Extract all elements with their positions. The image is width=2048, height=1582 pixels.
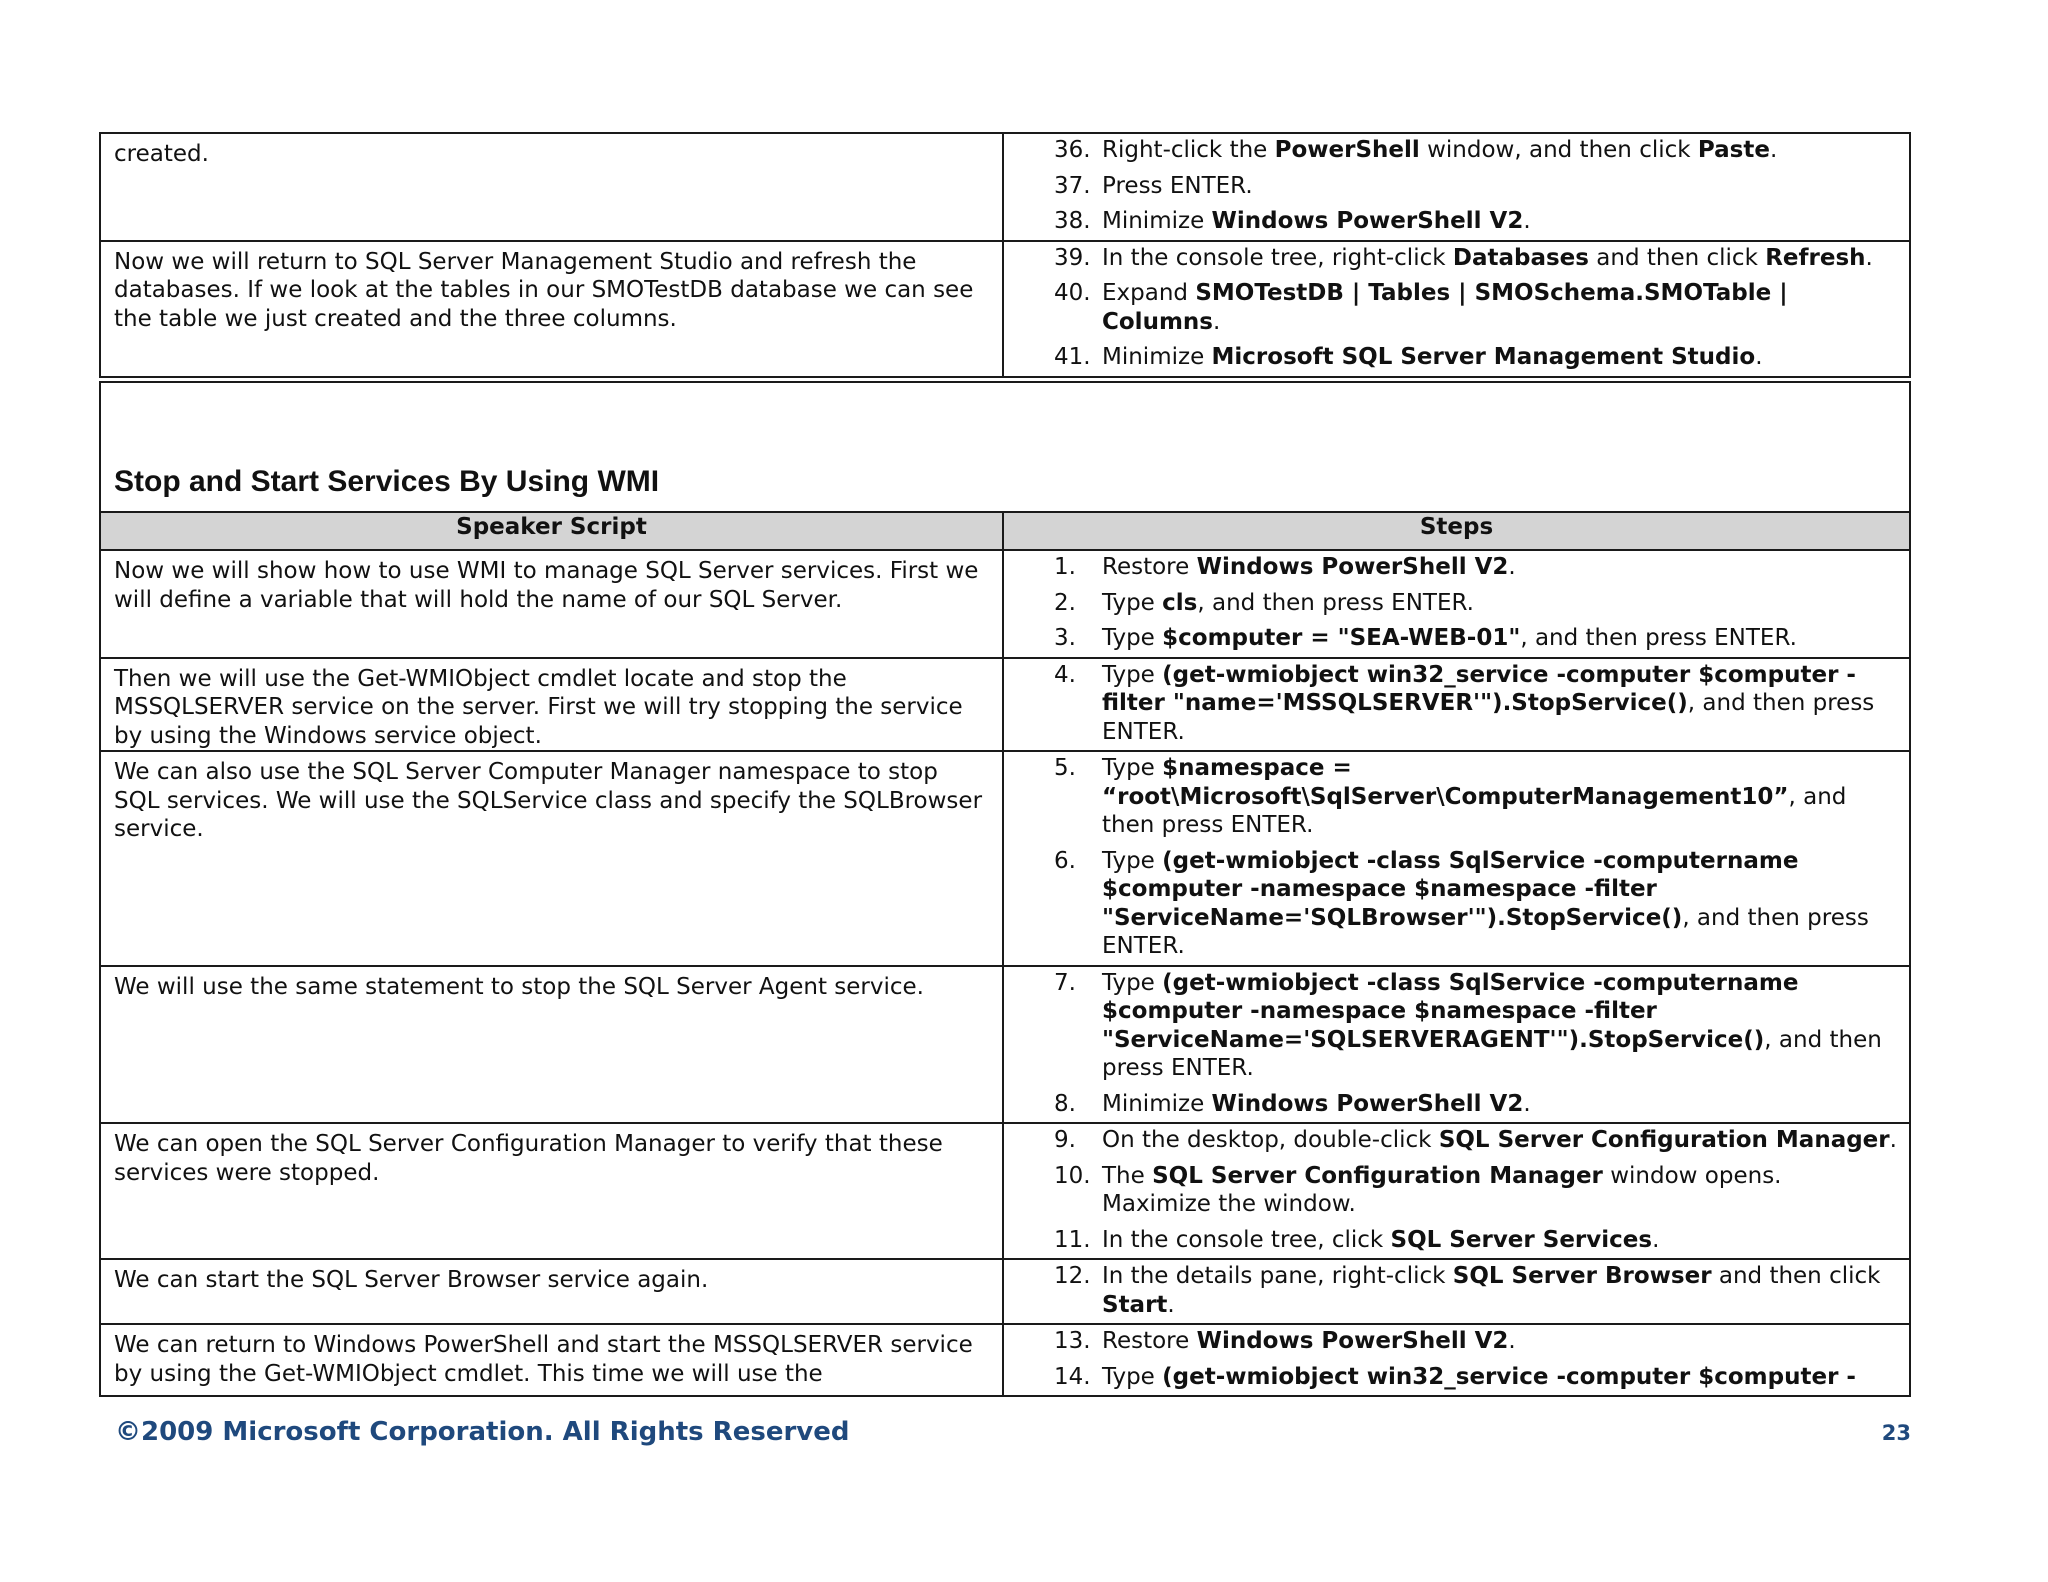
step-list bbox=[1004, 553, 1897, 653]
step-emphasis: SMOTestDB | Tables | SMOSchema.SMOTable | Columns bbox=[1102, 280, 1788, 335]
step-emphasis: SQL Server Services bbox=[1390, 1226, 1653, 1253]
step-text: . bbox=[1769, 137, 1778, 163]
steps-cell bbox=[1003, 1259, 1910, 1324]
step-emphasis: (get-wmiobject win32_service -computer $computer -filter "name='MSSQLSERVER'").StopService() bbox=[1102, 661, 1856, 716]
step-number: 37. bbox=[1054, 172, 1091, 199]
step-number: 6. bbox=[1054, 847, 1076, 874]
speaker-script-cell: We will use the same statement to stop the SQL Server Agent service. bbox=[100, 966, 1003, 1124]
step-item bbox=[1004, 754, 1897, 840]
steps-cell bbox=[1003, 1324, 1910, 1396]
step-emphasis: Databases bbox=[1452, 244, 1589, 271]
step-text: . bbox=[1167, 1291, 1175, 1318]
step-item bbox=[1004, 661, 1897, 747]
step-list bbox=[1004, 1327, 1897, 1391]
step-number: 39. bbox=[1054, 244, 1091, 271]
step-text: , and then press ENTER. bbox=[1102, 690, 1875, 745]
speaker-script-cell: We can also use the SQL Server Computer Manager namespace to stop SQL services. We will use the SQLService class and specify the SQLBrowser service. bbox=[100, 751, 1003, 966]
step-text: window opens. Maximize the window. bbox=[1102, 1162, 1782, 1217]
speaker-script-cell: We can return to Windows PowerShell and start the MSSQLSERVER service by using the Get-WMIObject cmdlet. This time we will use the bbox=[100, 1324, 1003, 1396]
step-text: The bbox=[1102, 1162, 1153, 1189]
step-text: Restore bbox=[1102, 1328, 1197, 1354]
step-number: 2. bbox=[1054, 589, 1076, 616]
step-text: Type bbox=[1102, 1363, 1163, 1390]
step-number: 4. bbox=[1054, 661, 1076, 688]
step-item bbox=[1004, 1162, 1897, 1219]
speaker-script-cell: Now we will return to SQL Server Management Studio and refresh the databases. If we look at the tables in our SMOTestDB database we can see the table we just created and the three columns. bbox=[100, 241, 1003, 377]
step-emphasis: Paste bbox=[1697, 137, 1770, 163]
steps-cell bbox=[1003, 751, 1910, 966]
step-number: 3. bbox=[1054, 625, 1076, 651]
steps-cell bbox=[1003, 133, 1910, 241]
steps-cell bbox=[1003, 658, 1910, 752]
step-text: Type bbox=[1102, 969, 1163, 996]
step-item bbox=[1004, 1226, 1897, 1255]
steps-cell bbox=[1003, 966, 1910, 1124]
step-emphasis: Microsoft SQL Server Management Studio bbox=[1211, 344, 1756, 370]
step-text: In the console tree, right-click bbox=[1102, 244, 1453, 271]
step-emphasis: SQL Server Browser bbox=[1452, 1263, 1712, 1289]
step-text: . bbox=[1508, 554, 1516, 580]
step-text: . bbox=[1889, 1127, 1897, 1153]
step-text: Minimize bbox=[1102, 1090, 1212, 1117]
table-row bbox=[100, 550, 1910, 658]
continued-steps-table bbox=[99, 132, 1911, 378]
step-number: 40. bbox=[1054, 280, 1091, 306]
step-item bbox=[1004, 1262, 1897, 1319]
step-text: Type bbox=[1102, 589, 1163, 616]
section-title-row bbox=[100, 382, 1910, 512]
step-number: 38. bbox=[1054, 208, 1091, 234]
step-item bbox=[1004, 136, 1897, 165]
step-item bbox=[1004, 207, 1897, 236]
step-text: and then click bbox=[1588, 244, 1766, 271]
step-emphasis: (get-wmiobject -class SqlService -computername $computer -namespace $namespace -filter "ServiceName='SQLSERVERAGENT'").StopService() bbox=[1102, 969, 1799, 1053]
step-item bbox=[1004, 553, 1897, 582]
step-text: . bbox=[1523, 208, 1531, 234]
table-row bbox=[100, 658, 1910, 752]
step-emphasis: SQL Server Configuration Manager bbox=[1152, 1162, 1603, 1189]
step-text: Type bbox=[1102, 625, 1163, 651]
step-text: On the desktop, double-click bbox=[1102, 1127, 1439, 1153]
step-text: and then click bbox=[1711, 1263, 1881, 1289]
step-text: , and then press ENTER. bbox=[1102, 1026, 1882, 1081]
step-text: , and then press ENTER. bbox=[1102, 904, 1869, 959]
step-emphasis: PowerShell bbox=[1274, 137, 1420, 163]
step-emphasis: Windows PowerShell V2 bbox=[1196, 1328, 1509, 1354]
step-text: Type bbox=[1102, 661, 1163, 688]
step-emphasis: $computer = "SEA-WEB-01" bbox=[1162, 625, 1521, 651]
step-list bbox=[1004, 969, 1897, 1119]
speaker-script-cell: We can open the SQL Server Configuration Manager to verify that these services were stopped. bbox=[100, 1123, 1003, 1259]
step-emphasis: Windows PowerShell V2 bbox=[1211, 1090, 1524, 1117]
step-list bbox=[1004, 244, 1897, 372]
step-item bbox=[1004, 172, 1897, 201]
step-emphasis: Windows PowerShell V2 bbox=[1211, 208, 1524, 234]
step-item bbox=[1004, 1363, 1897, 1392]
steps-header: Steps bbox=[1003, 512, 1910, 550]
step-text: . bbox=[1523, 1090, 1531, 1117]
step-number: 8. bbox=[1054, 1090, 1076, 1117]
step-text: , and then press ENTER. bbox=[1102, 783, 1847, 838]
page-footer bbox=[115, 1417, 1911, 1451]
step-text: . bbox=[1755, 344, 1763, 370]
copyright-notice: ©2009 Microsoft Corporation. All Rights Reserved bbox=[115, 1417, 850, 1447]
step-text: Type bbox=[1102, 847, 1163, 874]
page-number: 23 bbox=[1881, 1421, 1911, 1445]
step-text: Minimize bbox=[1102, 208, 1212, 234]
step-item bbox=[1004, 1090, 1897, 1119]
step-text: window, and then click bbox=[1419, 137, 1698, 163]
step-text: In the details pane, right-click bbox=[1102, 1263, 1453, 1289]
step-list bbox=[1004, 1126, 1897, 1254]
step-emphasis: $namespace = “root\Microsoft\SqlServer\ComputerManagement10” bbox=[1102, 755, 1789, 810]
step-text: Right-click the bbox=[1102, 137, 1275, 163]
step-number: 7. bbox=[1054, 969, 1076, 996]
step-emphasis: SQL Server Configuration Manager bbox=[1438, 1127, 1890, 1153]
table-row bbox=[100, 133, 1910, 241]
step-list bbox=[1004, 136, 1897, 236]
speaker-script-cell: created. bbox=[100, 133, 1003, 241]
step-text: . bbox=[1865, 244, 1873, 271]
step-emphasis: (get-wmiobject win32_service -computer $computer - bbox=[1162, 1363, 1856, 1390]
step-text: In the console tree, click bbox=[1102, 1226, 1391, 1253]
step-text: Restore bbox=[1102, 554, 1197, 580]
step-text: Press ENTER. bbox=[1102, 172, 1253, 199]
speaker-script-cell: We can start the SQL Server Browser service again. bbox=[100, 1259, 1003, 1324]
step-text: , and then press ENTER. bbox=[1520, 625, 1797, 651]
step-item bbox=[1004, 969, 1897, 1083]
step-emphasis: (get-wmiobject -class SqlService -computername $computer -namespace $namespace -filter "ServiceName='SQLBrowser'").StopService() bbox=[1102, 847, 1799, 931]
steps-cell bbox=[1003, 241, 1910, 377]
step-item bbox=[1004, 1126, 1897, 1155]
table-header-row bbox=[100, 512, 1910, 550]
step-text: Expand bbox=[1102, 280, 1196, 306]
step-number: 12. bbox=[1054, 1263, 1091, 1289]
step-text: . bbox=[1212, 308, 1221, 335]
step-number: 41. bbox=[1054, 344, 1091, 370]
step-number: 10. bbox=[1054, 1162, 1091, 1189]
step-item bbox=[1004, 847, 1897, 961]
step-number: 36. bbox=[1054, 137, 1091, 163]
step-number: 13. bbox=[1054, 1328, 1091, 1354]
table-row bbox=[100, 966, 1910, 1124]
step-number: 9. bbox=[1054, 1127, 1076, 1153]
step-item bbox=[1004, 1327, 1897, 1356]
steps-cell bbox=[1003, 550, 1910, 658]
step-item bbox=[1004, 589, 1897, 618]
speaker-script-cell: Now we will show how to use WMI to manage SQL Server services. First we will define a variable that will hold the name of our SQL Server. bbox=[100, 550, 1003, 658]
table-row bbox=[100, 1123, 1910, 1259]
table-row bbox=[100, 241, 1910, 377]
table-row bbox=[100, 1259, 1910, 1324]
step-emphasis: Start bbox=[1102, 1291, 1168, 1318]
step-emphasis: Refresh bbox=[1765, 244, 1866, 271]
section-title-cell bbox=[100, 382, 1910, 512]
step-list bbox=[1004, 754, 1897, 961]
step-emphasis: cls bbox=[1162, 589, 1198, 616]
step-item bbox=[1004, 343, 1897, 372]
step-text: , and then press ENTER. bbox=[1197, 589, 1474, 616]
wmi-services-table bbox=[99, 381, 1911, 1397]
table-row bbox=[100, 751, 1910, 966]
step-list bbox=[1004, 661, 1897, 747]
step-item bbox=[1004, 624, 1897, 653]
step-number: 14. bbox=[1054, 1363, 1091, 1390]
section-title: Stop and Start Services By Using WMI bbox=[114, 465, 660, 498]
speaker-script-header: Speaker Script bbox=[100, 512, 1003, 550]
steps-cell bbox=[1003, 1123, 1910, 1259]
step-list bbox=[1004, 1262, 1897, 1319]
step-number: 1. bbox=[1054, 554, 1076, 580]
step-text: Type bbox=[1102, 755, 1163, 781]
step-item bbox=[1004, 279, 1897, 336]
step-text: . bbox=[1652, 1226, 1660, 1253]
step-item bbox=[1004, 244, 1897, 273]
step-number: 11. bbox=[1054, 1226, 1091, 1253]
step-number: 5. bbox=[1054, 755, 1076, 781]
step-text: Minimize bbox=[1102, 344, 1212, 370]
speaker-script-cell: Then we will use the Get-WMIObject cmdlet locate and stop the MSSQLSERVER service on the server. First we will try stopping the service by using the Windows service object. bbox=[100, 658, 1003, 752]
table-row bbox=[100, 1324, 1910, 1396]
step-text: . bbox=[1508, 1328, 1516, 1354]
step-emphasis: Windows PowerShell V2 bbox=[1196, 554, 1509, 580]
